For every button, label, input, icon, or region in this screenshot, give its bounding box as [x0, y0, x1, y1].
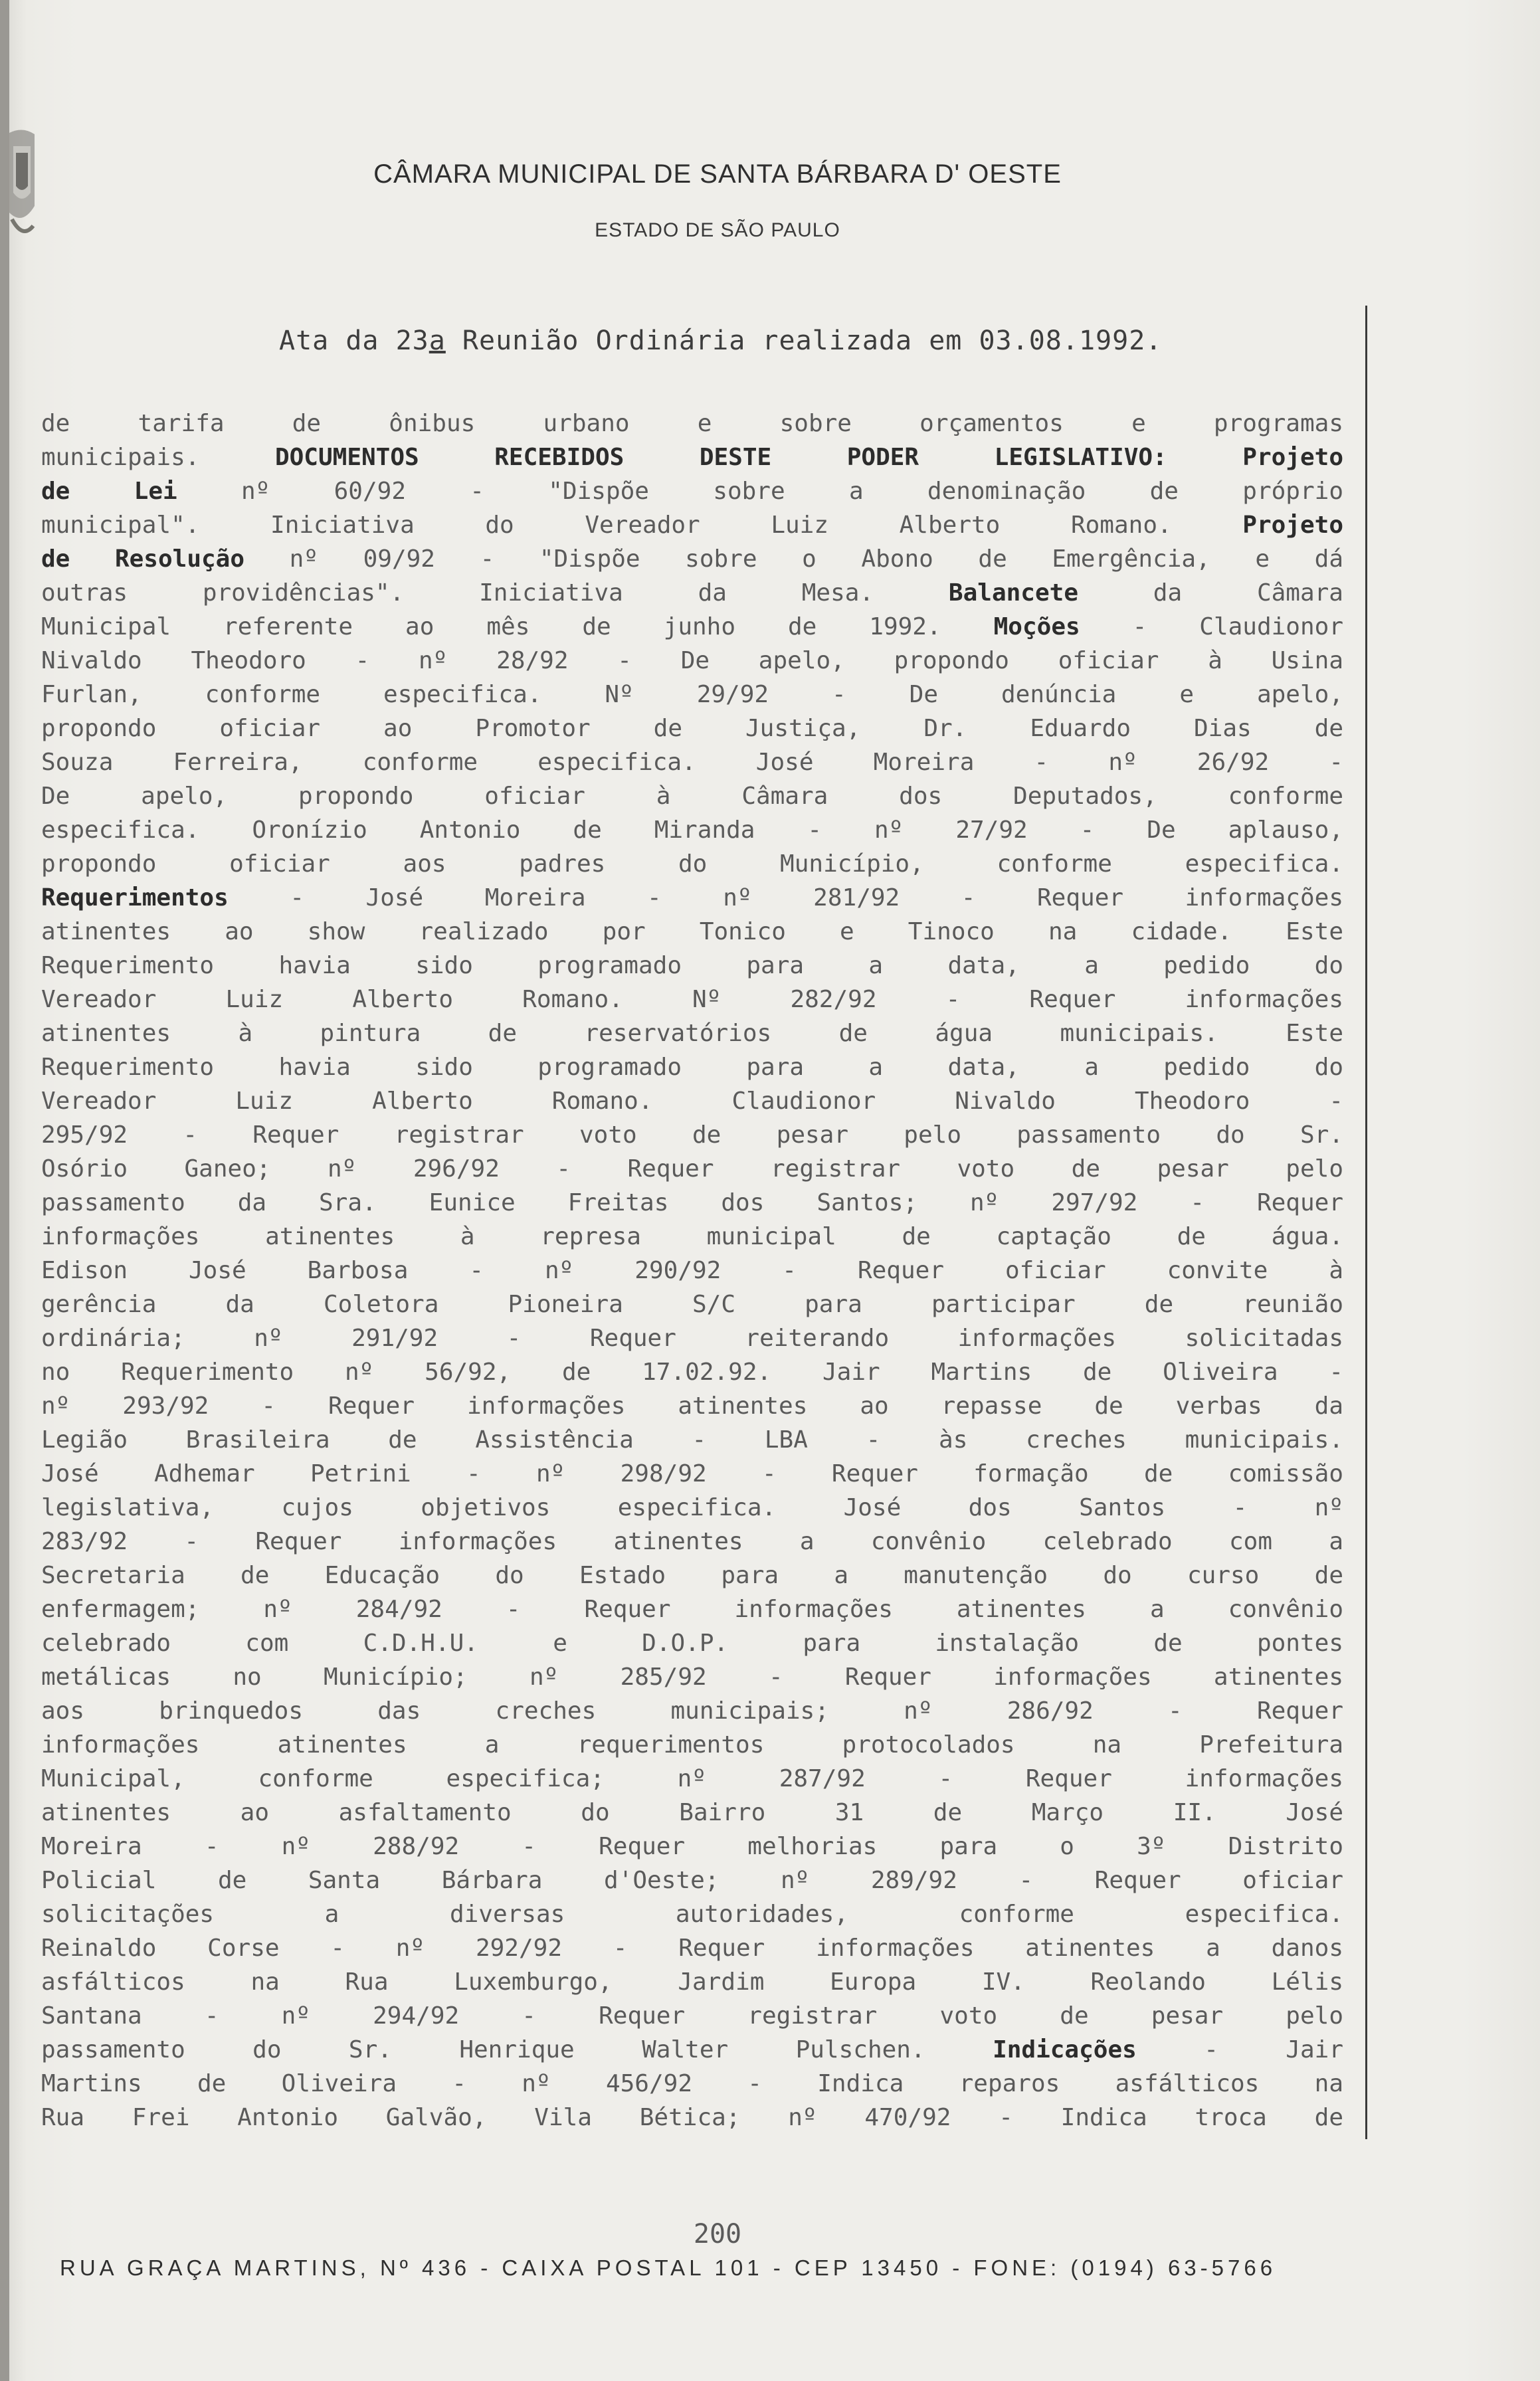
text-line: [41, 983, 1343, 1016]
text-run: José Adhemar Petrini - nº 298/92 - Requer formação de comissão: [41, 1460, 1343, 1487]
bold-heading: Moções: [993, 613, 1080, 640]
text-line: [41, 847, 1343, 881]
text-run: - Jair: [1136, 2036, 1343, 2063]
bold-heading: de Resolução: [41, 545, 245, 573]
text-line: [41, 1762, 1343, 1796]
text-line: [41, 474, 1343, 508]
text-line: [41, 1050, 1343, 1084]
text-run: Moreira - nº 288/92 - Requer melhorias para o 3º Distrito: [41, 1833, 1343, 1860]
text-line: [41, 949, 1343, 983]
text-line: [41, 2067, 1343, 2101]
text-run: Municipal, conforme especifica; nº 287/92 - Requer informações: [41, 1765, 1343, 1792]
text-line: [41, 1186, 1343, 1220]
text-line: [41, 1559, 1343, 1592]
text-run: asfálticos na Rua Luxemburgo, Jardim Europa IV. Reolando Lélis: [41, 1968, 1343, 1996]
text-run: Edison José Barbosa - nº 290/92 - Requer oficiar convite à: [41, 1257, 1343, 1284]
text-run: celebrado com C.D.H.U. e D.O.P. para instalação de pontes: [41, 1630, 1343, 1657]
text-run: propondo oficiar aos padres do Município, conforme especifica.: [41, 850, 1343, 878]
text-line: [41, 610, 1343, 644]
text-run: atinentes ao asfaltamento do Bairro 31 de Março II. José: [41, 1799, 1343, 1826]
council-title: CÂMARA MUNICIPAL DE SANTA BÁRBARA D' OESTE: [373, 159, 1062, 189]
title-ordinal: a: [429, 326, 446, 356]
text-line: [41, 1220, 1343, 1254]
text-run: outras providências". Iniciativa da Mesa.: [41, 579, 949, 607]
text-line: [41, 881, 1343, 915]
text-run: nº 09/92 - "Dispõe sobre o Abono de Emergência, e dá: [244, 545, 1343, 573]
text-run: Secretaria de Educação do Estado para a manutenção do curso de: [41, 1562, 1343, 1589]
text-run: passamento da Sra. Eunice Freitas dos Santos; nº 297/92 - Requer: [41, 1189, 1343, 1216]
text-line: [41, 1626, 1343, 1660]
text-line: [41, 1728, 1343, 1762]
text-run: Martins de Oliveira - nº 456/92 - Indica reparos asfálticos na: [41, 2070, 1343, 2097]
text-line: [41, 745, 1343, 779]
text-run: gerência da Coletora Pioneira S/C para participar de reunião: [41, 1291, 1343, 1318]
text-run: - José Moreira - nº 281/92 - Requer informações: [228, 884, 1343, 911]
text-run: municipal". Iniciativa do Vereador Luiz Alberto Romano.: [41, 512, 1243, 539]
text-line: [41, 712, 1343, 745]
text-line: [41, 1999, 1343, 2033]
text-run: Rua Frei Antonio Galvão, Vila Bética; nº 470/92 - Indica troca de: [41, 2104, 1343, 2131]
title-suffix: Reunião Ordinária realizada em 03.08.1992.: [445, 326, 1163, 356]
text-run: Nivaldo Theodoro - nº 28/92 - De apelo, propondo oficiar à Usina: [41, 647, 1343, 674]
text-run: 283/92 - Requer informações atinentes a convênio celebrado com a: [41, 1528, 1343, 1555]
text-line: [41, 542, 1343, 576]
text-line: [41, 1457, 1343, 1491]
text-line: [41, 779, 1343, 813]
text-run: enfermagem; nº 284/92 - Requer informações atinentes a convênio: [41, 1596, 1343, 1623]
text-line: [41, 813, 1343, 847]
text-line: [41, 576, 1343, 610]
text-line: [41, 2101, 1343, 2135]
text-line: [41, 915, 1343, 949]
text-line: [41, 1287, 1343, 1321]
text-line: [41, 1254, 1343, 1287]
text-run: - Claudionor: [1080, 613, 1344, 640]
text-run: de tarifa de ônibus urbano e sobre orçamentos e programas: [41, 410, 1343, 437]
text-run: solicitações a diversas autoridades, conforme especifica.: [41, 1901, 1343, 1928]
text-run: informações atinentes à represa municipal de captação de água.: [41, 1223, 1343, 1250]
text-line: [41, 1694, 1343, 1728]
text-run: atinentes à pintura de reservatórios de água municipais. Este: [41, 1020, 1343, 1047]
text-line: [41, 644, 1343, 678]
text-line: [41, 1796, 1343, 1830]
text-line: [41, 1423, 1343, 1457]
bold-heading: Requerimentos: [41, 884, 229, 911]
text-line: [41, 1863, 1343, 1897]
text-run: nº 293/92 - Requer informações atinentes ao repasse de verbas da: [41, 1392, 1343, 1420]
text-run: Reinaldo Corse - nº 292/92 - Requer informações atinentes a danos: [41, 1935, 1343, 1962]
text-run: legislativa, cujos objetivos especifica. José dos Santos - nº: [41, 1494, 1343, 1521]
text-line: [41, 1965, 1343, 1999]
text-run: Vereador Luiz Alberto Romano. Nº 282/92 - Requer informações: [41, 986, 1343, 1013]
address-footer: RUA GRAÇA MARTINS, Nº 436 - CAIXA POSTAL 101 - CEP 13450 - FONE: (0194) 63-5766: [60, 2255, 1277, 2280]
text-run: metálicas no Município; nº 285/92 - Requer informações atinentes: [41, 1664, 1343, 1691]
text-line: [41, 1118, 1343, 1152]
text-line: [41, 678, 1343, 712]
text-run: Souza Ferreira, conforme especifica. José Moreira - nº 26/92 -: [41, 749, 1343, 776]
text-run: aos brinquedos das creches municipais; nº 286/92 - Requer: [41, 1697, 1343, 1725]
state-subtitle: ESTADO DE SÃO PAULO: [595, 219, 840, 241]
bold-heading: Projeto: [1242, 512, 1343, 539]
text-line: [41, 1016, 1343, 1050]
text-run: Santana - nº 294/92 - Requer registrar voto de pesar pelo: [41, 2002, 1343, 2030]
text-run: passamento do Sr. Henrique Walter Pulschen.: [41, 2036, 993, 2063]
text-run: atinentes ao show realizado por Tonico e Tinoco na cidade. Este: [41, 918, 1343, 945]
text-run: Vereador Luiz Alberto Romano. Claudionor Nivaldo Theodoro -: [41, 1088, 1343, 1115]
text-line: [41, 1491, 1343, 1525]
margin-rule: [1365, 306, 1367, 2139]
text-run: especifica. Oronízio Antonio de Miranda - nº 27/92 - De aplauso,: [41, 816, 1343, 844]
text-line: [41, 1660, 1343, 1694]
text-line: [41, 1897, 1343, 1931]
page-number: 200: [693, 2219, 742, 2249]
text-run: Requerimento havia sido programado para a data, a pedido do: [41, 1054, 1343, 1081]
text-line: [41, 407, 1343, 440]
text-line: [41, 1525, 1343, 1559]
text-line: [41, 1321, 1343, 1355]
title-prefix: Ata da 23: [279, 326, 429, 356]
minutes-title: [279, 326, 1162, 356]
bold-heading: DOCUMENTOS RECEBIDOS DESTE PODER LEGISLATIVO: Projeto: [274, 444, 1343, 471]
text-line: [41, 440, 1343, 474]
text-run: Osório Ganeo; nº 296/92 - Requer registrar voto de pesar pelo: [41, 1155, 1343, 1183]
text-run: propondo oficiar ao Promotor de Justiça, Dr. Eduardo Dias de: [41, 715, 1343, 742]
text-run: Furlan, conforme especifica. Nº 29/92 - De denúncia e apelo,: [41, 681, 1343, 708]
text-run: municipais.: [41, 444, 275, 471]
text-run: Legião Brasileira de Assistência - LBA - às creches municipais.: [41, 1426, 1343, 1454]
bold-heading: Indicações: [993, 2036, 1137, 2063]
text-line: [41, 2033, 1343, 2067]
text-run: Requerimento havia sido programado para a data, a pedido do: [41, 952, 1343, 979]
text-run: Policial de Santa Bárbara d'Oeste; nº 289/92 - Requer oficiar: [41, 1867, 1343, 1894]
text-run: 295/92 - Requer registrar voto de pesar pelo passamento do Sr.: [41, 1121, 1343, 1149]
text-line: [41, 1389, 1343, 1423]
text-line: [41, 1592, 1343, 1626]
text-run: no Requerimento nº 56/92, de 17.02.92. Jair Martins de Oliveira -: [41, 1359, 1343, 1386]
text-run: De apelo, propondo oficiar à Câmara dos Deputados, conforme: [41, 783, 1343, 810]
minutes-body: [41, 407, 1343, 2135]
text-run: da Câmara: [1078, 579, 1343, 607]
text-line: [41, 1084, 1343, 1118]
text-line: [41, 1152, 1343, 1186]
bold-heading: Balancete: [948, 579, 1078, 607]
text-run: informações atinentes a requerimentos protocolados na Prefeitura: [41, 1731, 1343, 1759]
text-line: [41, 1355, 1343, 1389]
bold-heading: de Lei: [41, 478, 177, 505]
binding-edge: [0, 0, 9, 2381]
text-line: [41, 1830, 1343, 1863]
text-run: Municipal referente ao mês de junho de 1992.: [41, 613, 994, 640]
text-run: nº 60/92 - "Dispõe sobre a denominação de próprio: [177, 478, 1343, 505]
text-run: ordinária; nº 291/92 - Requer reiterando informações solicitadas: [41, 1325, 1343, 1352]
text-line: [41, 1931, 1343, 1965]
text-line: [41, 508, 1343, 542]
